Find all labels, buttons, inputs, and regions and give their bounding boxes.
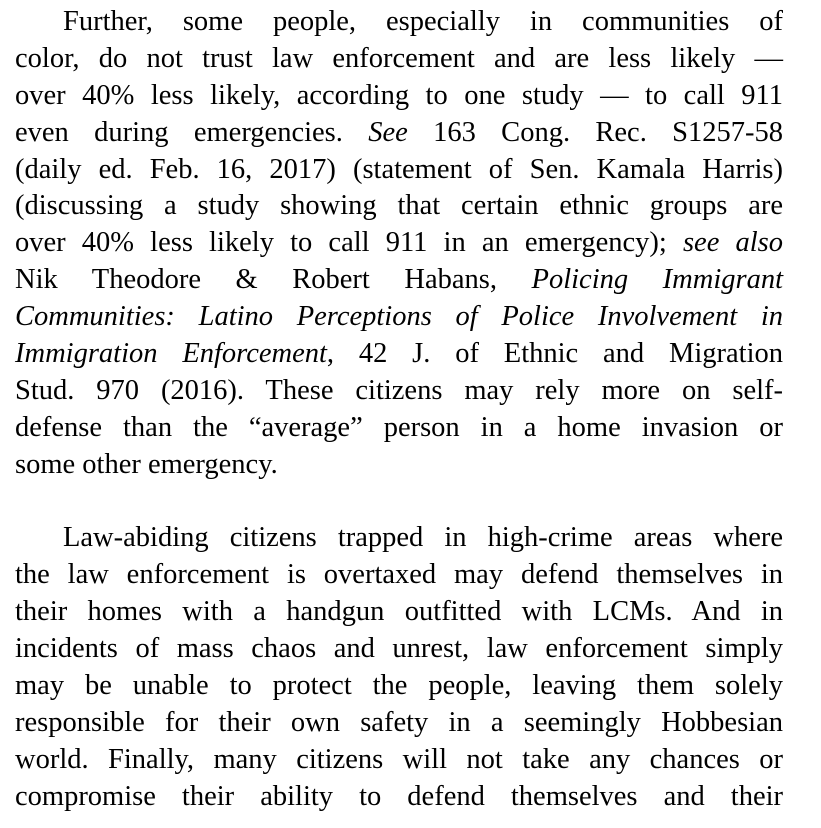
text-line: the law enforcement is overtaxed may defend themselves in bbox=[15, 559, 783, 591]
text-line bbox=[15, 115, 783, 152]
text-line: their homes with a handgun outfitted with LCMs. And in bbox=[15, 596, 783, 628]
text-line: some other emergency. bbox=[15, 448, 278, 480]
article-title: Communities: Latino Perceptions of Police Involvement in bbox=[15, 301, 783, 333]
journal-citation: , 42 J. of Ethnic and Migration bbox=[326, 338, 783, 370]
text-line: (daily ed. Feb. 16, 2017) (statement of Sen. Kamala Harris) bbox=[15, 153, 783, 185]
text-line: defense than the “average” person in a home invasion or bbox=[15, 411, 783, 443]
article-title: Immigration Enforcement bbox=[15, 338, 327, 370]
text-line: Stud. 970 (2016). These citizens may rely more on self- bbox=[15, 374, 783, 406]
text-line bbox=[15, 299, 783, 336]
author-names: Nik Theodore & Robert Habans, bbox=[15, 264, 497, 296]
citation-signal-see: See bbox=[368, 116, 408, 148]
paragraph-2 bbox=[15, 520, 783, 815]
article-title: Policing Immigrant bbox=[531, 264, 783, 296]
text-line: color, do not trust law enforcement and are less likely — bbox=[15, 42, 783, 74]
text-line bbox=[15, 225, 783, 262]
text-line: incidents of mass chaos and unrest, law enforcement simply bbox=[15, 633, 783, 665]
text-line: (discussing a study showing that certain ethnic groups are bbox=[15, 190, 783, 222]
text-line: world. Finally, many citizens will not take any chances or bbox=[15, 743, 783, 775]
paragraph-1 bbox=[15, 0, 783, 484]
text-line: responsible for their own safety in a seemingly Hobbesian bbox=[15, 706, 783, 738]
text-line: may be unable to protect the people, leaving them solely bbox=[15, 670, 783, 702]
text-segment: even during emergencies. bbox=[15, 116, 343, 148]
text-line: over 40% less likely, according to one study — to call 911 bbox=[15, 79, 783, 111]
text-line bbox=[15, 262, 783, 299]
text-line: Law-abiding citizens trapped in high-crime areas where bbox=[63, 522, 783, 554]
text-segment: over 40% less likely to call 911 in an emergency); bbox=[15, 227, 667, 259]
text-line: compromise their ability to defend themselves and their bbox=[15, 780, 783, 812]
citation-signal-see-also: see also bbox=[682, 227, 783, 259]
document-page bbox=[15, 0, 783, 816]
citation-text: 163 Cong. Rec. S1257-58 bbox=[433, 116, 783, 148]
text-line: Further, some people, especially in communities of bbox=[63, 6, 783, 37]
text-line bbox=[15, 336, 783, 373]
